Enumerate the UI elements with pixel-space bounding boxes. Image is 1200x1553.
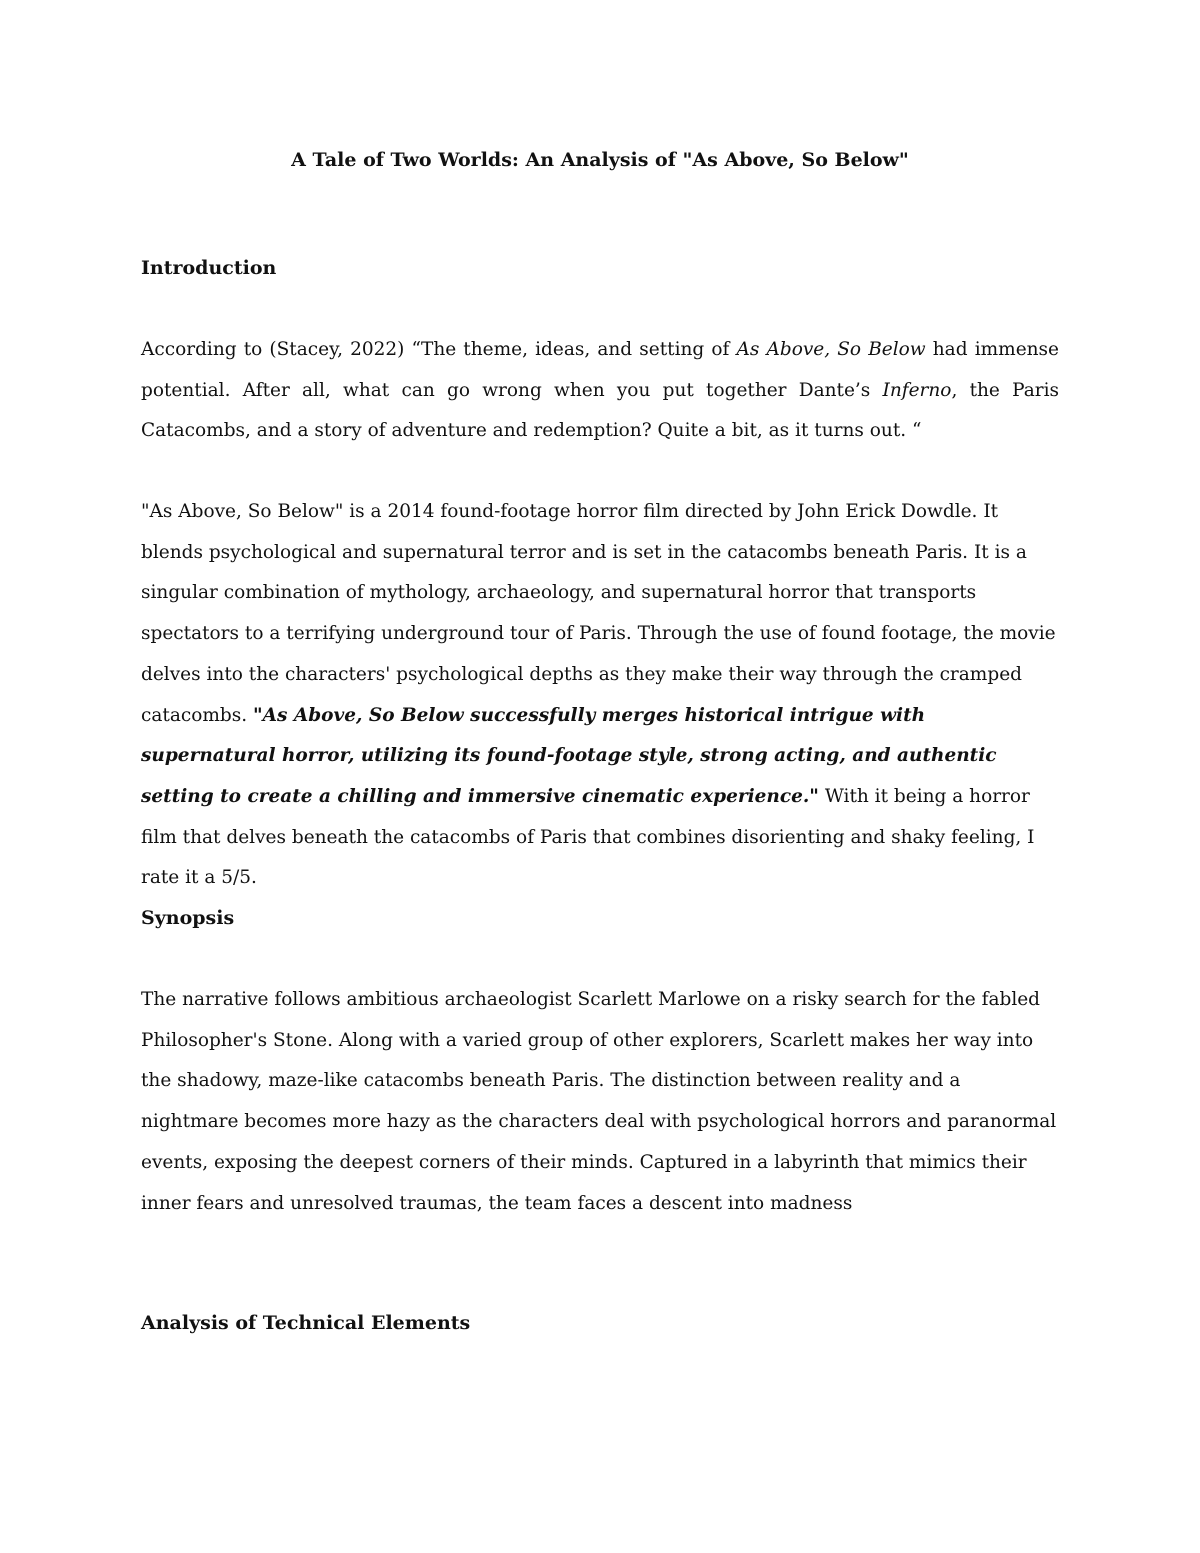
introduction-paragraph-2	[141, 492, 1059, 899]
section-heading-technical-elements: Analysis of Technical Elements	[141, 1312, 471, 1334]
thesis-statement: "As Above, So Below successfully merges historical intrigue with supernatural horror, utilizing its found-footage style, strong acting, and authentic setting to create a chilling and immersive cinematic experience."	[141, 704, 997, 807]
section-heading-introduction: Introduction	[141, 257, 277, 279]
intro-p2-after: With it being a horror film that delves beneath the catacombs of Paris that combines disorienting and shaky feeling, I rate it a 5/5.	[141, 785, 1035, 889]
section-heading-synopsis: Synopsis	[141, 907, 235, 929]
document-title: A Tale of Two Worlds: An Analysis of "As Above, So Below"	[291, 149, 909, 171]
inferno-title-italic: Inferno	[882, 379, 952, 401]
intro-p1-text-1: According to (Stacey, 2022) “The theme, ideas, and setting of	[141, 339, 737, 360]
synopsis-paragraph: The narrative follows ambitious archaeologist Scarlett Marlowe on a risky search for the fabled Philosopher's Stone. Along with a varied group of other explorers, Scarlett makes her way into the shadowy, maze-like catacombs beneath Paris. The distinction between reality and a nightmare becomes more hazy as the characters deal with psychological horrors and paranormal events, exposing the deepest corners of their minds. Captured in a labyrinth that mimics their inner fears and unresolved traumas, the team faces a descent into madness	[141, 989, 1057, 1214]
film-title-italic: As Above, So Below	[736, 339, 926, 360]
intro-p1-text-3: , the Paris Catacombs, and a story of adventure and redemption? Quite a bit, as it turns out. “	[141, 379, 1059, 442]
intro-p2-text: "As Above, So Below" is a 2014 found-footage horror film directed by John Erick Dowdle. It blends psychological and supernatural terror and is set in the catacombs beneath Paris. It is a singular combination of mythology, archaeology, and supernatural horror that transports spectators to a terrifying underground tour of Paris. Through the use of found footage, the movie delves into the characters' psychological depths as they make their way through the cramped catacombs.	[141, 501, 1056, 726]
intro-p1-text-2: had immense potential. After all, what can go wrong when you put together Dante’s	[141, 339, 1059, 401]
introduction-paragraph-1	[141, 330, 1059, 452]
